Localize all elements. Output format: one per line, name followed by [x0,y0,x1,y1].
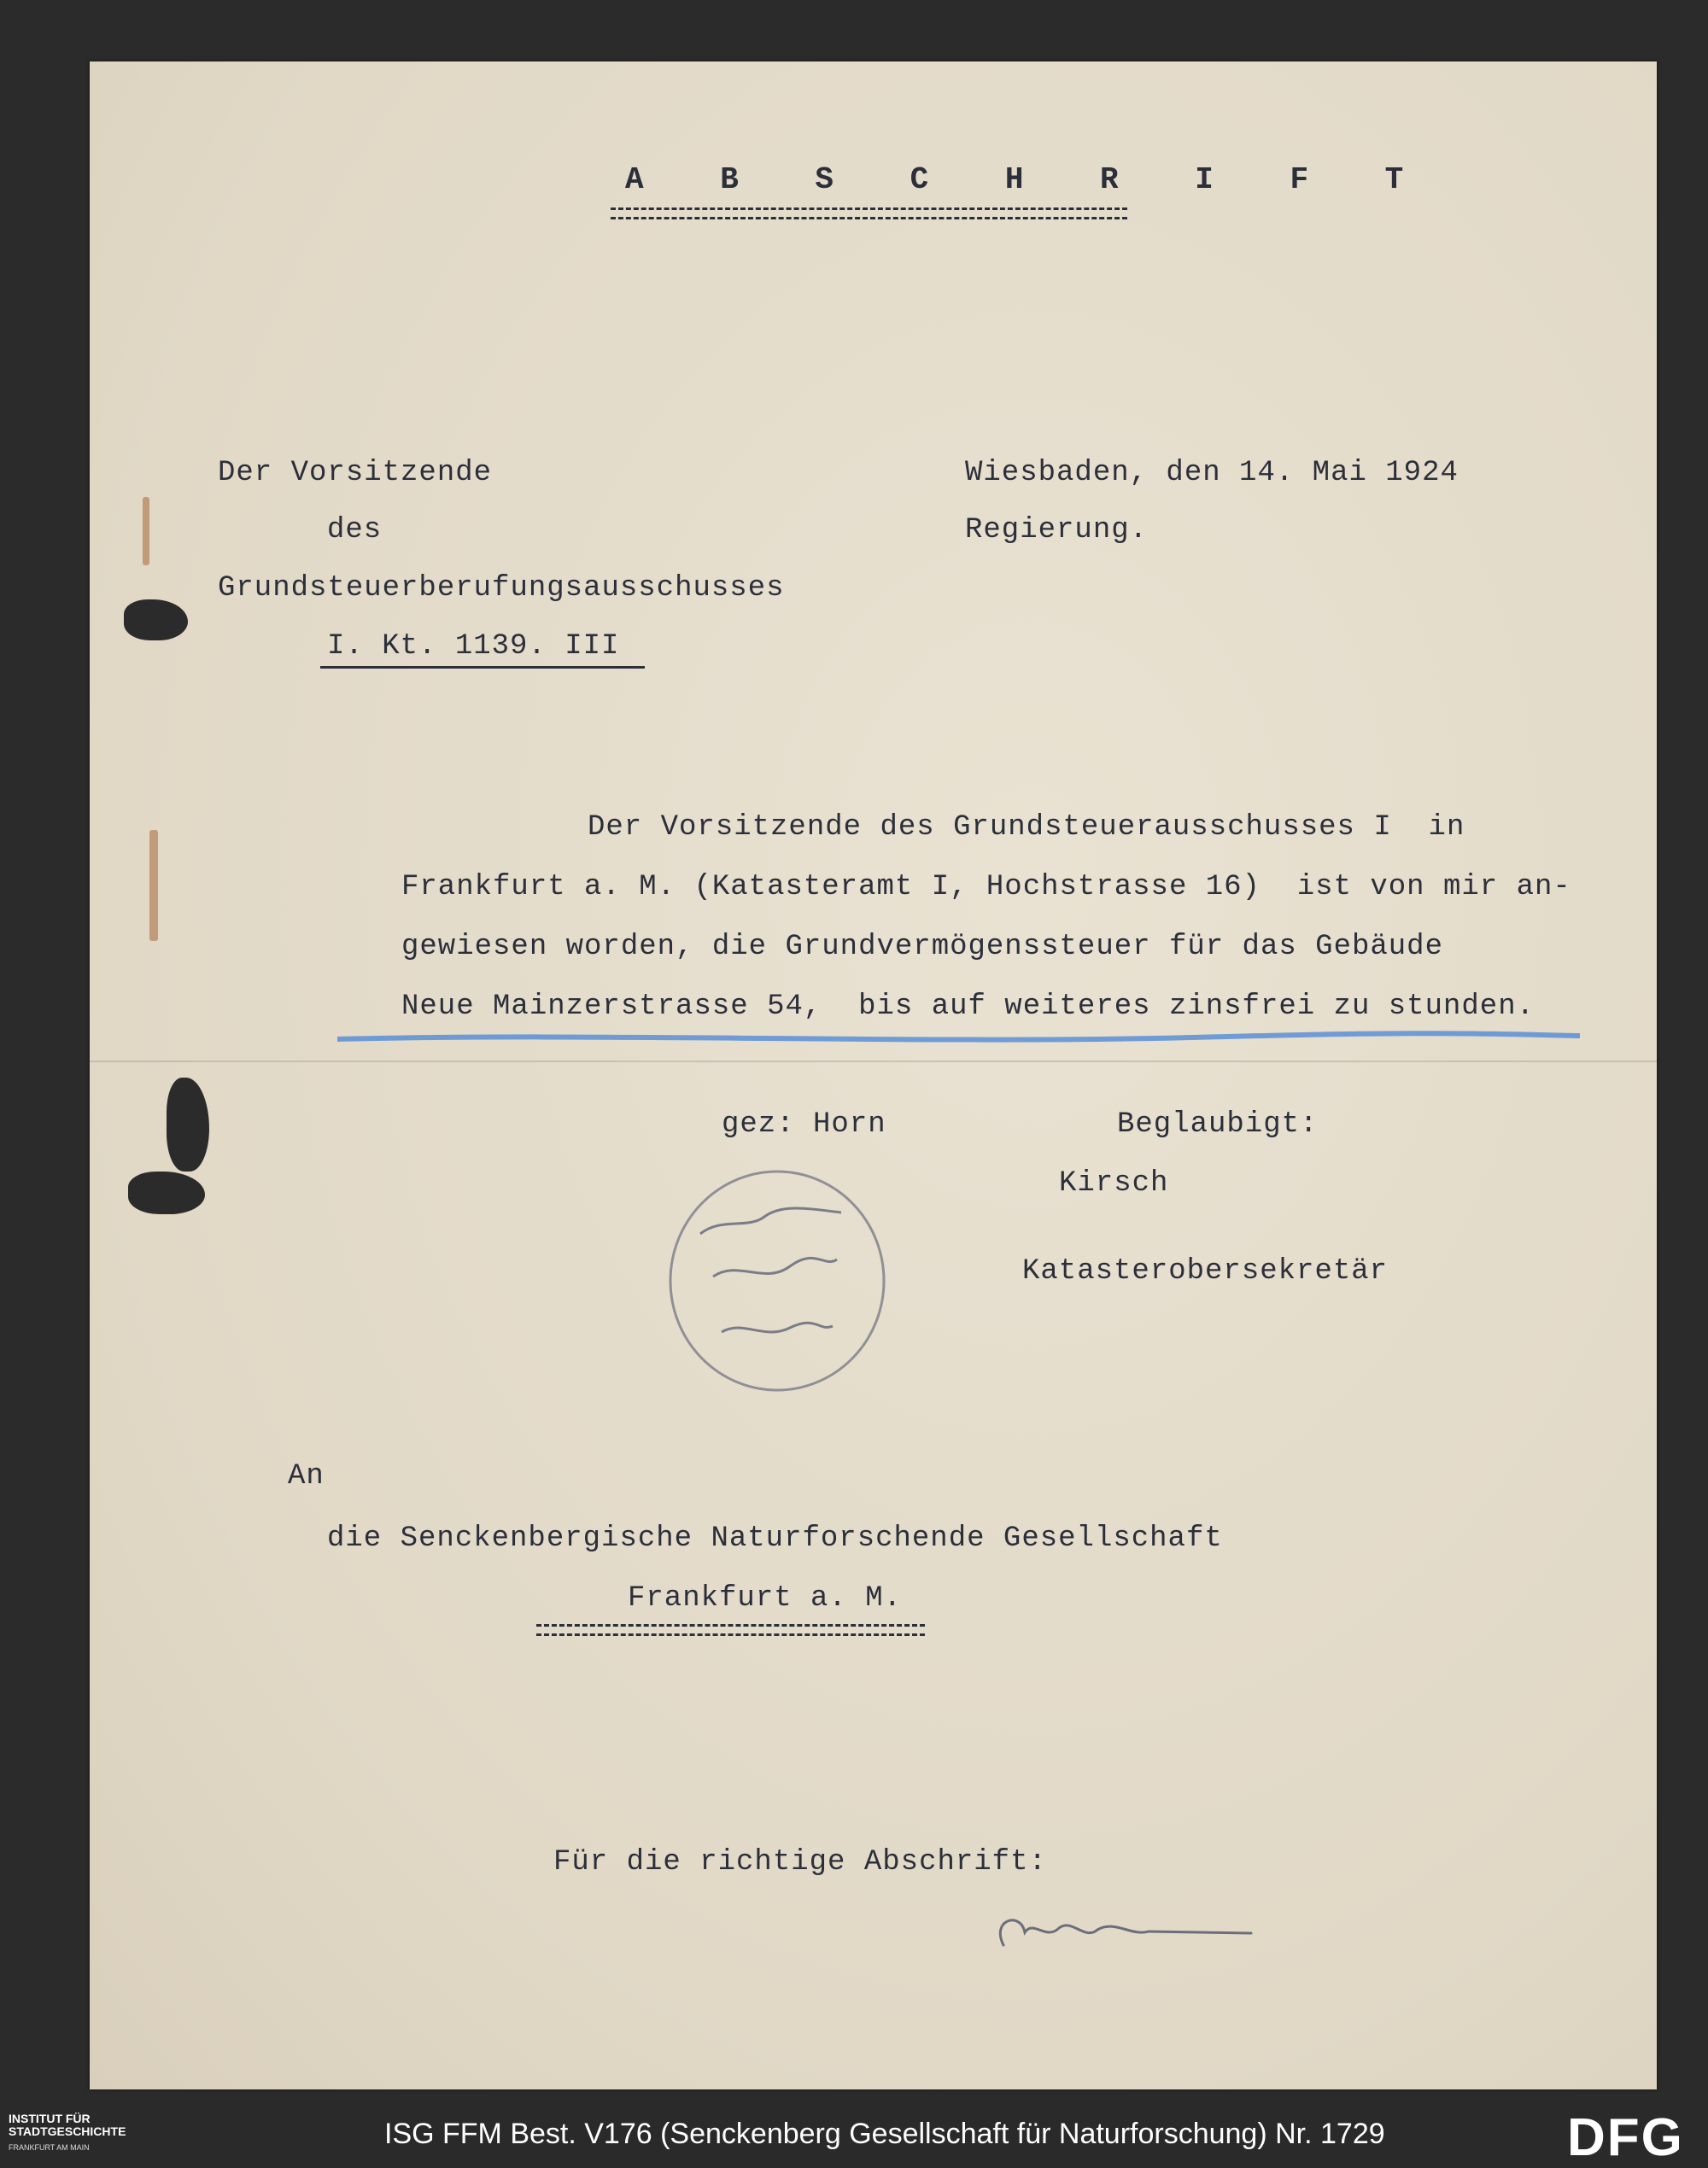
institute-line-2: STADTGESCHICHTE [9,2124,126,2138]
sender-line-1: Der Vorsitzende [218,457,493,489]
certified-title: Katasterobersekretär [1022,1255,1389,1288]
blue-pencil-underline [337,1029,1580,1048]
paper-damage [128,1172,205,1214]
recipient-to: An [288,1460,325,1493]
place-sub: Regierung. [965,514,1149,546]
body-line-3: gewiesen worden, die Grundvermögenssteuer für das Gebäude [401,931,1443,963]
paper-fold [90,1061,1657,1062]
signed-by: gez: Horn [722,1108,886,1141]
paper-damage [124,599,188,640]
rust-stain [149,830,158,941]
archive-footer [0,2101,1708,2167]
body-line-4: Neue Mainzerstrasse 54, bis auf weiteres zinsfrei zu stunden. [401,991,1535,1023]
recipient-city: Frankfurt a. M. [628,1582,903,1615]
certified-name: Kirsch [1059,1167,1169,1200]
body-line-2: Frankfurt a. M. (Katasteramt I, Hochstrasse 16) ist von mir an- [401,871,1571,903]
document-paper [90,61,1657,2089]
sender-line-3: Grundsteuerberufungsausschusses [218,572,785,605]
title-double-underline [611,207,1127,219]
paper-damage [167,1078,209,1172]
institute-line-1: INSTITUT FÜR [9,2112,91,2125]
pencil-stamp-circle [662,1166,892,1396]
institute-subtitle: FRANKFURT AM MAIN [9,2143,90,2152]
rust-stain [143,497,149,565]
recipient-double-underline [536,1624,925,1636]
handwritten-signature [986,1902,1260,1962]
reference-underline [320,666,645,669]
body-line-1: Der Vorsitzende des Grundsteuerausschusses I in [588,811,1465,844]
place-date: Wiesbaden, den 14. Mai 1924 [965,457,1459,489]
reference-number: I. Kt. 1139. III [327,630,620,663]
dfg-logo: DFG [1567,2108,1684,2167]
archive-caption: ISG FFM Best. V176 (Senckenberg Gesellschaft für Naturforschung) Nr. 1729 [384,2118,1385,2150]
certified-label: Beglaubigt: [1117,1108,1319,1141]
recipient-name: die Senckenbergische Naturforschende Gesellschaft [327,1522,1223,1555]
sender-line-2: des [327,514,383,546]
closing-line: Für die richtige Abschrift: [553,1846,1047,1879]
institute-logo [9,2112,126,2138]
document-title: A B S C H R I F T [625,162,1433,197]
